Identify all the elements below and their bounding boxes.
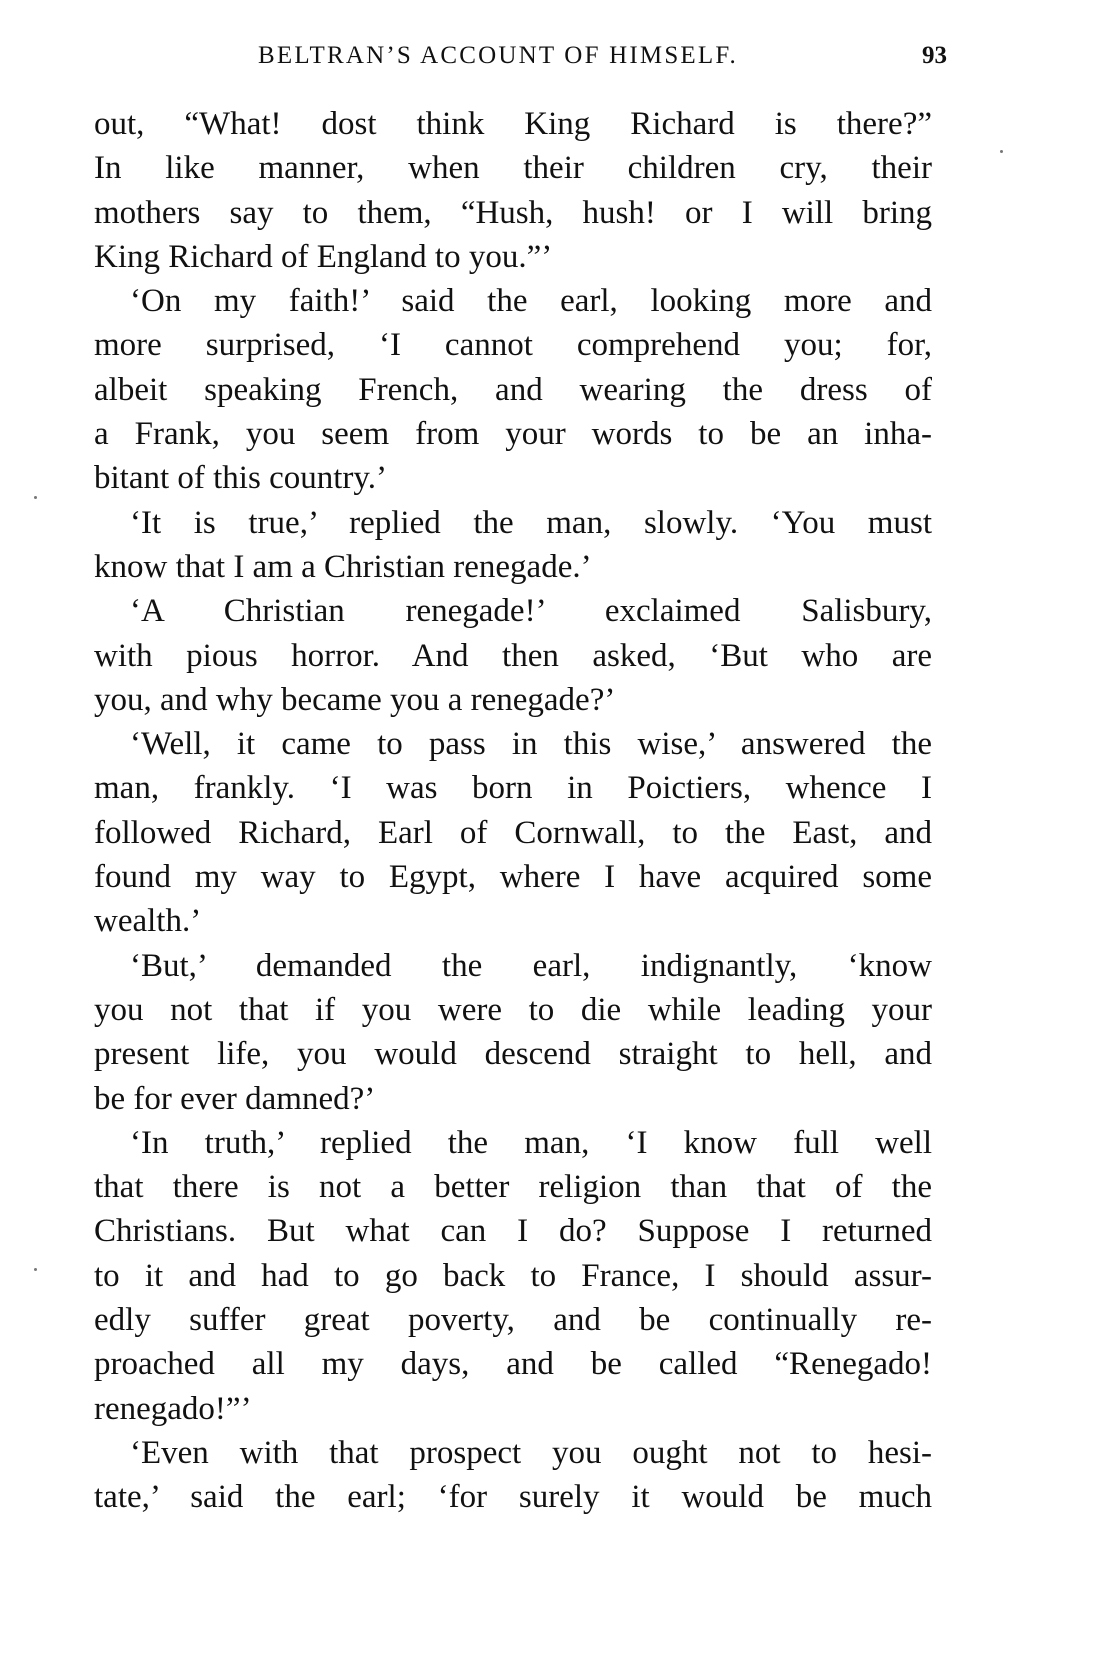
paper-speck bbox=[34, 496, 37, 499]
text-line: to it and had to go back to France, I should assur- bbox=[94, 1257, 932, 1294]
text-line: know that I am a Christian renegade.’ bbox=[94, 548, 592, 585]
text-line: followed Richard, Earl of Cornwall, to the East, and bbox=[94, 814, 932, 851]
text-line: albeit speaking French, and wearing the dress of bbox=[94, 371, 932, 408]
text-line: man, frankly. ‘I was born in Poictiers, whence I bbox=[94, 770, 932, 807]
paragraph-first-line: ‘In truth,’ replied the man, ‘I know full well bbox=[130, 1124, 932, 1161]
text-line: be for ever damned?’ bbox=[94, 1080, 376, 1117]
page-number: 93 bbox=[922, 42, 947, 69]
text-line: tate,’ said the earl; ‘for surely it would be much bbox=[94, 1479, 932, 1516]
paragraph-first-line: ‘But,’ demanded the earl, indignantly, ‘know bbox=[130, 947, 932, 984]
paragraph-first-line: ‘It is true,’ replied the man, slowly. ‘You must bbox=[130, 504, 932, 541]
paper-speck bbox=[1000, 150, 1003, 153]
text-line: Christians. But what can I do? Suppose I returned bbox=[94, 1213, 932, 1250]
text-line: wealth.’ bbox=[94, 903, 202, 940]
text-line: more surprised, ‘I cannot comprehend you; for, bbox=[94, 327, 932, 364]
paragraph-first-line: ‘On my faith!’ said the earl, looking more and bbox=[130, 283, 932, 320]
text-line: out, “What! dost think King Richard is there?” bbox=[94, 106, 932, 142]
paper-speck bbox=[34, 1268, 37, 1271]
text-line: King Richard of England to you.”’ bbox=[94, 238, 553, 275]
paragraph-first-line: ‘Even with that prospect you ought not to hesi- bbox=[130, 1434, 932, 1471]
text-line: you not that if you were to die while leading your bbox=[94, 991, 932, 1028]
text-line: that there is not a better religion than that of the bbox=[94, 1169, 932, 1206]
text-line: mothers say to them, “Hush, hush! or I will bring bbox=[94, 194, 932, 231]
text-line: edly suffer great poverty, and be continually re- bbox=[94, 1302, 932, 1339]
text-line: with pious horror. And then asked, ‘But who are bbox=[94, 637, 932, 674]
text-line: In like manner, when their children cry, their bbox=[94, 150, 932, 187]
body-text bbox=[94, 102, 932, 1520]
paragraph-first-line: ‘A Christian renegade!’ exclaimed Salisbury, bbox=[130, 593, 932, 630]
running-title: BELTRAN’S ACCOUNT OF HIMSELF. bbox=[258, 42, 738, 69]
text-line: a Frank, you seem from your words to be an inha- bbox=[94, 416, 932, 453]
text-line: renegado!”’ bbox=[94, 1390, 252, 1427]
text-line: you, and why became you a renegade?’ bbox=[94, 681, 616, 718]
text-line: bitant of this country.’ bbox=[94, 460, 387, 497]
text-line: found my way to Egypt, where I have acquired some bbox=[94, 859, 932, 896]
text-line: present life, you would descend straight to hell, and bbox=[94, 1036, 932, 1073]
text-line: proached all my days, and be called “Renegado! bbox=[94, 1346, 932, 1383]
running-head bbox=[0, 36, 1111, 76]
paragraph-first-line: ‘Well, it came to pass in this wise,’ answered the bbox=[130, 726, 932, 763]
